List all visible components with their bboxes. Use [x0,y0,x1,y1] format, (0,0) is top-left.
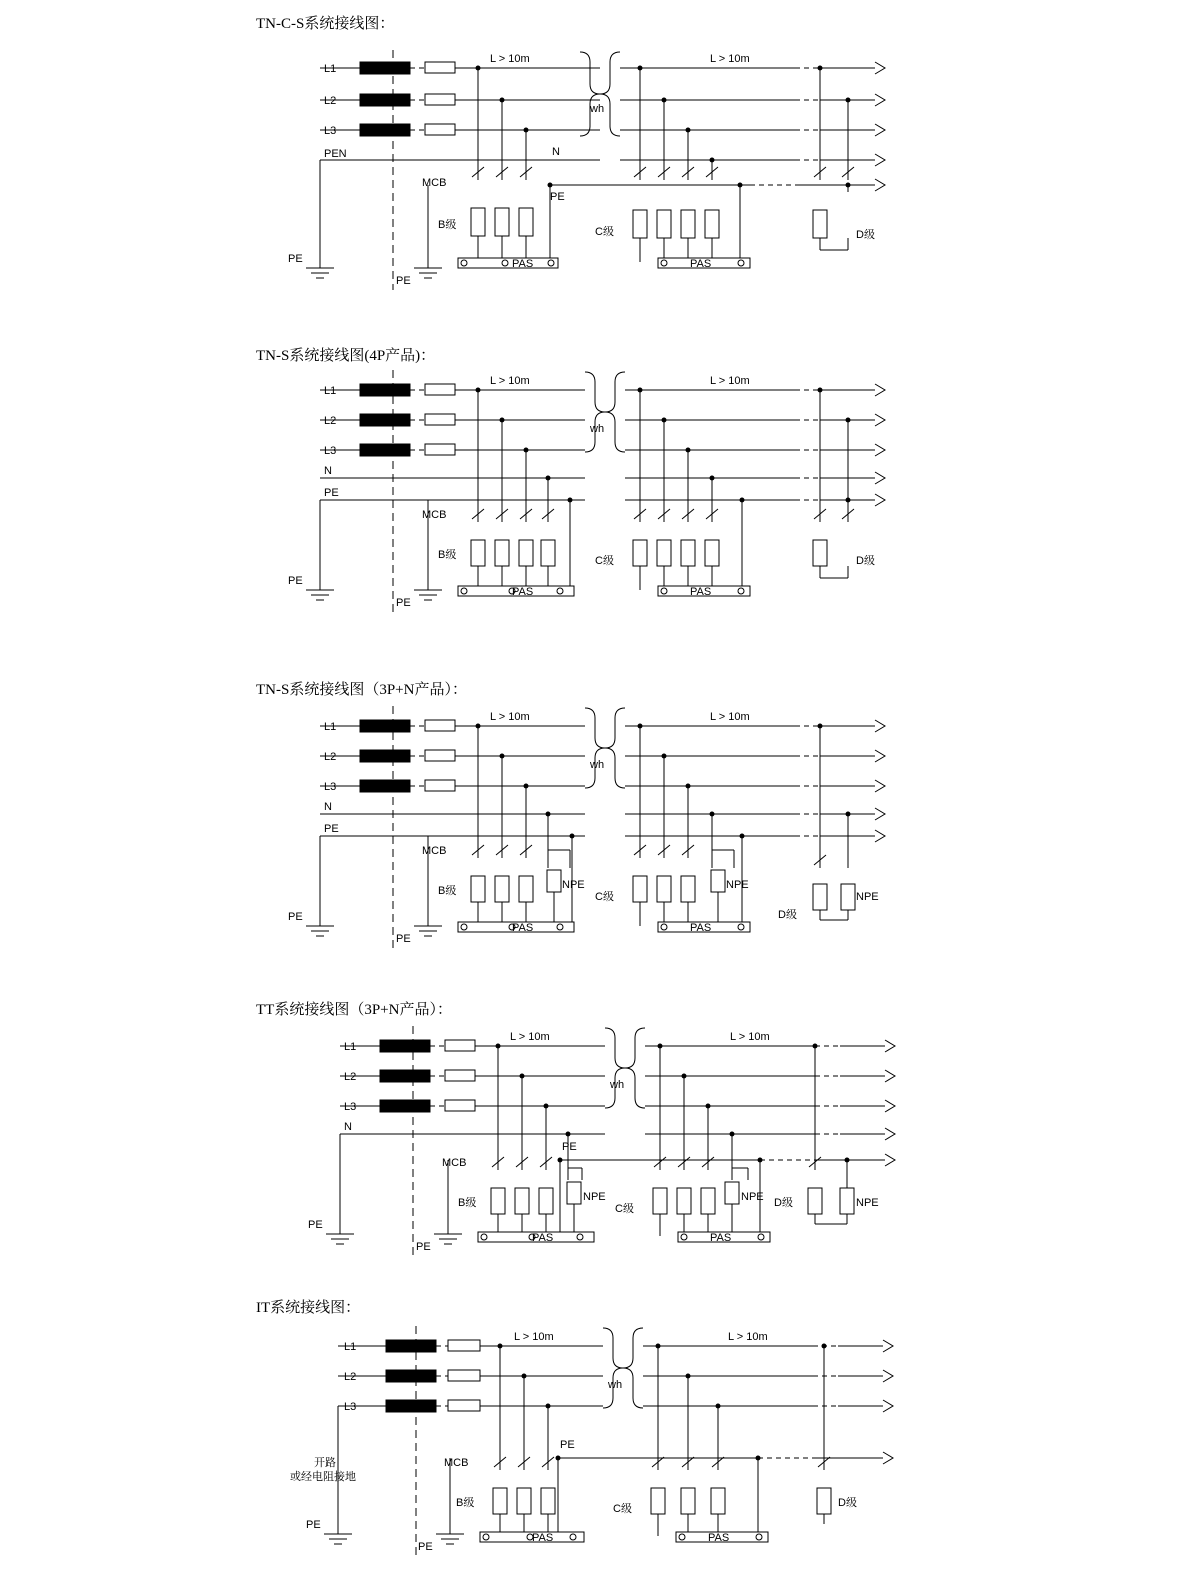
label-meter: wh [590,103,605,115]
label-class-c: C级 [595,226,614,238]
label-mcb: MCB [422,845,447,857]
label-distance-1: L > 10m [490,711,530,723]
label-pe-right: PE [416,1241,431,1253]
diagram-tn-s-4p [250,362,950,622]
section-title-tt-3pn: TT系统接线图（3P+N产品）： [256,1002,452,1018]
label-distance-2: L > 10m [728,1331,768,1343]
label-pe-right: PE [396,597,411,609]
label-l2: L2 [324,95,337,107]
diagram-tt-3pn [270,1018,970,1268]
label-pas-1: PAS [532,1232,554,1244]
label-meter: wh [590,423,605,435]
label-pe: PE [324,823,339,835]
label-pe-branch: PE [560,1439,575,1451]
label-pe: PE [324,487,339,499]
label-pas-1: PAS [512,258,534,270]
section-title-it: IT系统接线图： [256,1300,361,1316]
label-meter: wh [608,1379,623,1391]
label-mcb: MCB [444,1457,469,1469]
label-pas-1: PAS [512,922,534,934]
diagram-tn-s-3pn [250,698,950,958]
label-pas-2: PAS [690,922,712,934]
label-pas-2: PAS [690,586,712,598]
label-l3: L3 [344,1401,357,1413]
section-title-tn-s-4p: TN-S系统接线图(4P产品)： [256,348,436,364]
diagram-tn-c-s [250,40,950,300]
label-l2: L2 [344,1071,357,1083]
label-meter: wh [610,1079,625,1091]
label-l1: L1 [344,1041,357,1053]
label-npe-3: NPE [856,1197,879,1209]
label-pas-1: PAS [532,1532,554,1544]
label-npe-2: NPE [726,879,749,891]
label-distance-1: L > 10m [510,1031,550,1043]
label-pe-right: PE [396,933,411,945]
label-l1: L1 [324,721,337,733]
label-distance-1: L > 10m [490,375,530,387]
label-n: N [324,465,332,477]
label-mcb: MCB [422,177,447,189]
label-class-c: C级 [615,1203,634,1215]
label-distance-1: L > 10m [514,1331,554,1343]
label-npe-1: NPE [583,1191,606,1203]
label-pe-left: PE [288,253,303,265]
label-npe-3: NPE [856,891,879,903]
label-l3: L3 [324,445,337,457]
label-distance-2: L > 10m [710,711,750,723]
label-l2: L2 [324,415,337,427]
label-pen: PEN [324,148,347,160]
label-l2: L2 [344,1371,357,1383]
section-title-tn-s-3pn: TN-S系统接线图（3P+N产品）： [256,682,467,698]
label-earth-note-2: 或经电阻接地 [290,1471,356,1483]
label-class-c: C级 [595,891,614,903]
label-class-d: D级 [778,909,797,921]
label-pe-left: PE [306,1519,321,1531]
label-n: N [344,1121,352,1133]
label-mcb: MCB [442,1157,467,1169]
label-class-c: C级 [595,555,614,567]
label-pas-2: PAS [710,1232,732,1244]
label-l3: L3 [344,1101,357,1113]
label-l3: L3 [324,781,337,793]
label-pas-2: PAS [708,1532,730,1544]
label-pas-2: PAS [690,258,712,270]
label-meter: wh [590,759,605,771]
label-distance-1: L > 10m [490,53,530,65]
label-distance-2: L > 10m [710,53,750,65]
label-pe-left: PE [308,1219,323,1231]
label-l2: L2 [324,751,337,763]
section-title-tn-c-s: TN-C-S系统接线图： [256,16,395,32]
label-pe-right: PE [418,1541,433,1553]
label-l1: L1 [324,63,337,75]
label-class-d: D级 [856,555,875,567]
label-class-d: D级 [774,1197,793,1209]
label-pe-branch: PE [550,191,565,203]
label-l3: L3 [324,125,337,137]
label-distance-2: L > 10m [730,1031,770,1043]
label-l1: L1 [344,1341,357,1353]
label-earth-note-1: 开路 [314,1457,336,1469]
label-class-c: C级 [613,1503,632,1515]
label-class-b: B级 [438,549,457,561]
label-class-b: B级 [456,1497,475,1509]
label-class-d: D级 [838,1497,857,1509]
label-npe-1: NPE [562,879,585,891]
label-mcb: MCB [422,509,447,521]
label-n: N [552,146,560,158]
label-pe-left: PE [288,575,303,587]
label-npe-2: NPE [741,1191,764,1203]
label-class-d: D级 [856,229,875,241]
label-pas-1: PAS [512,586,534,598]
label-class-b: B级 [438,885,457,897]
label-class-b: B级 [458,1197,477,1209]
label-distance-2: L > 10m [710,375,750,387]
label-n: N [324,801,332,813]
label-pe-right: PE [396,275,411,287]
label-pe-left: PE [288,911,303,923]
label-class-b: B级 [438,219,457,231]
label-l1: L1 [324,385,337,397]
label-pe-branch: PE [562,1141,577,1153]
diagram-it [268,1318,968,1568]
